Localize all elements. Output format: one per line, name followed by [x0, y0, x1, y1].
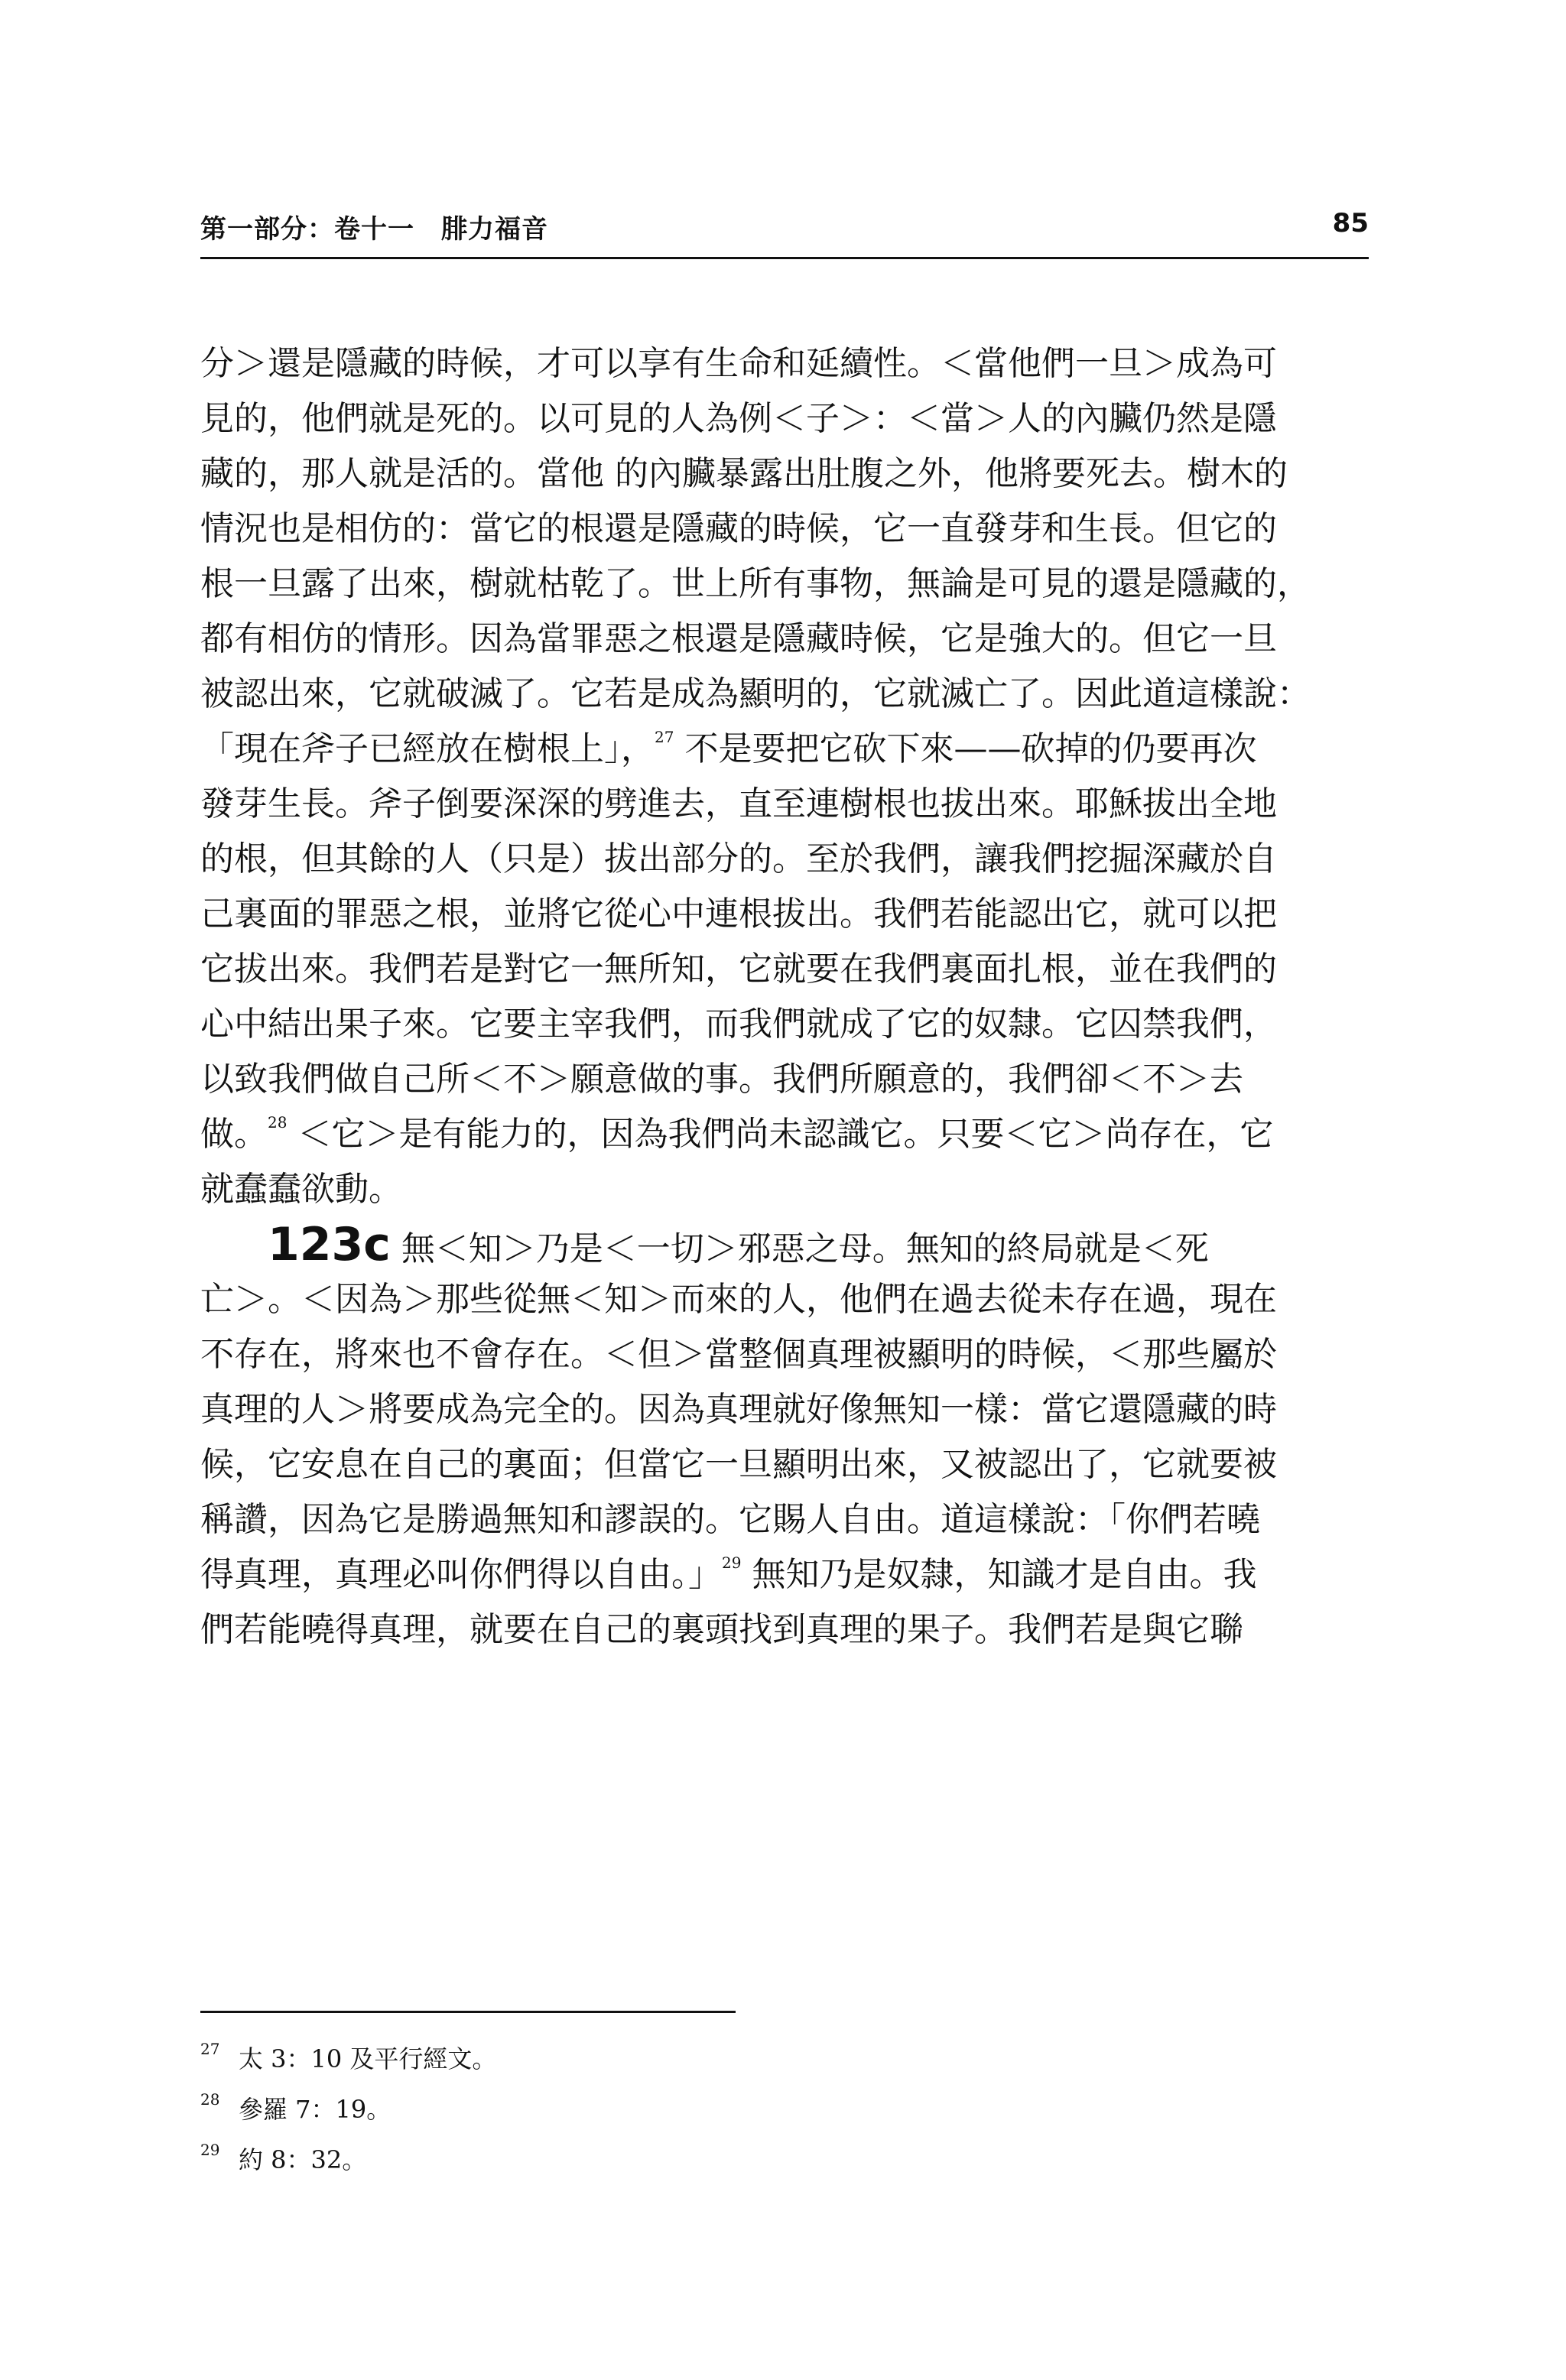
text-line: 發芽生長。斧子倒要深深的劈進去，直至連樹根也拔出來。耶穌拔出全地: [200, 784, 1277, 823]
footnote-number: 27: [200, 2040, 220, 2058]
section-number: 123c: [268, 1218, 391, 1271]
footnote-ref: 29: [722, 1554, 742, 1572]
footnote-text: 參羅 7：19。: [239, 2095, 392, 2124]
text-line: 們若能曉得真理，就要在自己的裏頭找到真理的果子。我們若是與它聯: [200, 1610, 1243, 1649]
running-title: 第一部分：卷十一 腓力福音: [200, 214, 548, 245]
text-line: [200, 1107, 1369, 1162]
text-line: 都有相仿的情形。因為當罪惡之根還是隱藏時候，它是強大的。但它一旦: [200, 619, 1277, 658]
footnote: [200, 2084, 1369, 2135]
footnotes: [200, 2034, 1369, 2185]
text-segment: 不是要把它砍下來——砍掉的仍要再次: [674, 729, 1257, 768]
text-segment: ＜它＞是有能力的，因為我們尚未認識它。只要＜它＞尚存在，它: [287, 1115, 1274, 1154]
footnote: [200, 2135, 1369, 2185]
text-line: 分＞還是隱藏的時候，才可以享有生命和延續性。＜當他們一旦＞成為可: [200, 344, 1277, 383]
text-segment: 無知乃是奴隸，知識才是自由。我: [741, 1555, 1257, 1594]
text-line: 稱讚，因為它是勝過無知和謬誤的。它賜人自由。道這樣說：「你們若曉: [200, 1500, 1260, 1539]
text-line: 以致我們做自己所＜不＞願意做的事。我們所願意的，我們卻＜不＞去: [200, 1060, 1243, 1099]
text-line: 就蠢蠢欲動。: [200, 1170, 402, 1209]
text-line: 藏的，那人就是活的。當他 的內臟暴露出肚腹之外，他將要死去。樹木的: [200, 454, 1288, 493]
text-line: 它拔出來。我們若是對它一無所知，它就要在我們裏面扎根，並在我們的: [200, 950, 1277, 989]
footnote-ref: 28: [268, 1113, 288, 1132]
text-line: 情況也是相仿的：當它的根還是隱藏的時候，它一直發芽和生長。但它的: [200, 509, 1277, 548]
running-header: [200, 206, 1369, 252]
text-segment: 「現在斧子已經放在樹根上」，: [200, 729, 655, 768]
footnote-text: 太 3：10 及平行經文。: [239, 2044, 497, 2073]
text-line: 候，它安息在自己的裏面；但當它一旦顯明出來，又被認出了，它就要被: [200, 1445, 1277, 1484]
text-line: 己裏面的罪惡之根，並將它從心中連根拔出。我們若能認出它，就可以把: [200, 895, 1277, 933]
text-segment: 得真理，真理必叫你們得以自由。」: [200, 1555, 722, 1594]
text-line: 亡＞。＜因為＞那些從無＜知＞而來的人，他們在過去從未存在過，現在: [200, 1280, 1277, 1319]
text-line: 心中結出果子來。它要主宰我們，而我們就成了它的奴隸。它囚禁我們，: [200, 1005, 1277, 1044]
footnote-rule: [200, 2011, 736, 2013]
text-segment: 無＜知＞乃是＜一切＞邪惡之母。無知的終局就是＜死: [401, 1229, 1209, 1268]
text-line: [200, 722, 1369, 777]
footnote-ref: 27: [655, 728, 674, 746]
footnote: [200, 2034, 1369, 2084]
footnote-number: 28: [200, 2090, 220, 2109]
header-rule: [200, 257, 1369, 259]
main-text: [200, 336, 1369, 1658]
page-number: 85: [1332, 208, 1369, 239]
text-line: [200, 1547, 1369, 1602]
section-start-line: [200, 1217, 1369, 1272]
text-line: 根一旦露了出來，樹就枯乾了。世上所有事物，無論是可見的還是隱藏的，: [200, 564, 1311, 603]
footnote-number: 29: [200, 2141, 220, 2159]
text-line: 不存在，將來也不會存在。＜但＞當整個真理被顯明的時候，＜那些屬於: [200, 1335, 1277, 1374]
text-line: 見的，他們就是死的。以可見的人為例＜子＞：＜當＞人的內臟仍然是隱: [200, 399, 1277, 438]
text-segment: 做。: [200, 1115, 268, 1154]
text-line: 被認出來，它就破滅了。它若是成為顯明的，它就滅亡了。因此道這樣說：: [200, 674, 1311, 713]
text-line: 真理的人＞將要成為完全的。因為真理就好像無知一樣：當它還隱藏的時: [200, 1390, 1277, 1429]
text-line: 的根，但其餘的人（只是）拔出部分的。至於我們，讓我們挖掘深藏於自: [200, 839, 1277, 878]
footnote-text: 約 8：32。: [239, 2145, 367, 2174]
